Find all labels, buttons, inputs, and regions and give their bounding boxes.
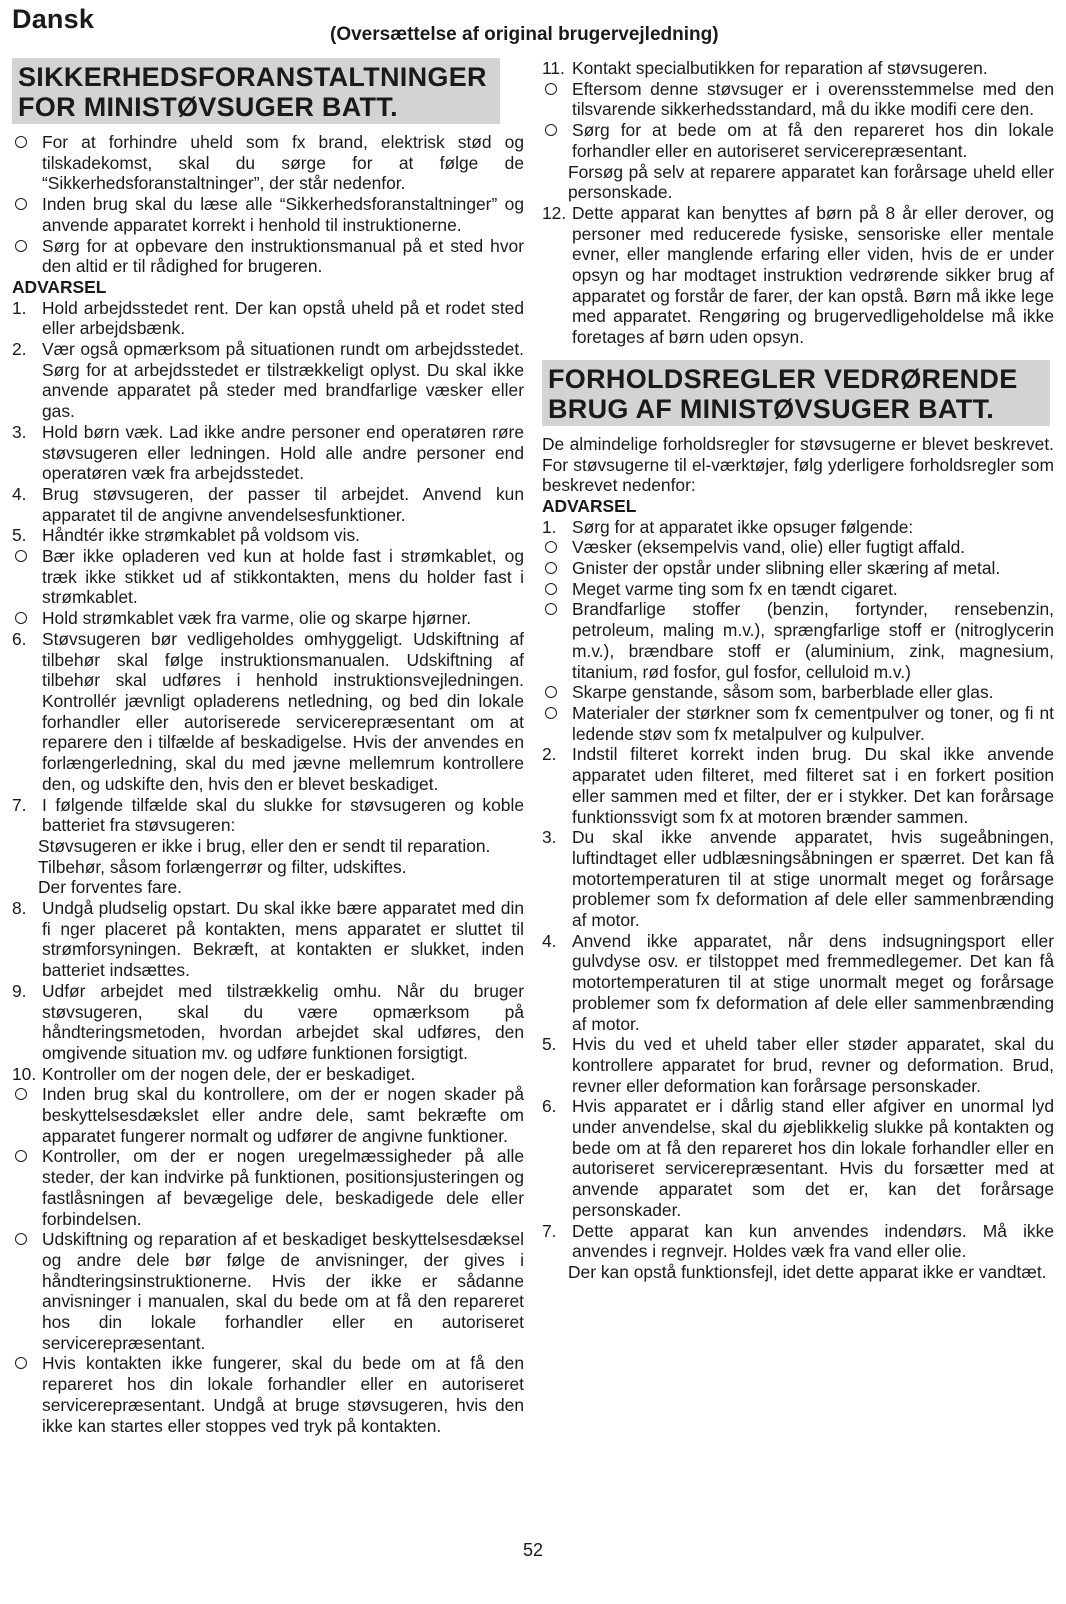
item-text: Du skal ikke anvende apparatet, hvis sugeåbningen, luftindtaget eller udblæsningsåbningen er spærret. Det kan få motortemperaturen til at stige unormalt meget og forårsage problemer som fx deformation af dele eller sammenbrænding af motor. <box>572 827 1054 931</box>
bullet-item: Udskiftning og reparation af et beskadiget beskyttelsesdæksel og andre dele bør følge de anvisninger, der gives i håndteringsinstruktionerne. Hvis der ikke er sådanne anvisninger i manualen, skal du bede om at få den repareret hos din lokale forhandler eller en autoriseret servicerepræsentant. <box>12 1229 524 1353</box>
item-number: 3. <box>12 421 27 442</box>
item-text: Dette apparat kan kun anvendes indendørs. Må ikke anvendes i regnvejr. Holdes væk fra vand eller olie. <box>572 1220 1054 1262</box>
numbered-item <box>12 629 524 795</box>
item-number: 9. <box>12 980 27 1001</box>
item-text: Hold børn væk. Lad ikke andre personer end operatøren røre støvsugeren eller ledningen. Hold alle andre personer end operatøren væk fra arbejdsstedet. <box>42 421 524 484</box>
numbered-item <box>12 422 524 484</box>
item-number: 7. <box>542 1220 557 1241</box>
item-text: Dette apparat kan benyttes af børn på 8 år eller derover, og personer med reducerede fysiske, sensoriske eller mentale evner, eller manglende erfaring eller viden, hvis de er under opsyn og har modtaget instruktion vedrørende sikker brug af apparatet og forstår de farer, der kan opstå. Børn må ikke lege med apparatet. Rengøring og brugervedligeholdelse må ikke foretages af børn uden opsyn. <box>572 202 1054 348</box>
bullet-item: Sørg for at opbevare den instruktionsmanual på et sted hvor den altid er til rådighed for brugeren. <box>12 236 524 277</box>
bullet-item: Inden brug skal du læse alle “Sikkerhedsforanstaltninger” og anvende apparatet korrekt i henhold til instruktionerne. <box>12 194 524 235</box>
indented-text: Forsøg på selv at reparere apparatet kan forårsage uheld eller personskade. <box>568 161 1054 203</box>
paragraph: De almindelige forholdsregler for støvsugerne er blevet beskrevet. For støvsugerne til el-værktøjer, følg yderligere forholdsregler som beskrevet nedenfor: <box>542 433 1054 496</box>
numbered-item <box>12 484 524 525</box>
numbered-item <box>12 525 524 546</box>
item-text: I følgende tilfælde skal du slukke for støvsugeren og koble batteriet fra støvsugeren: <box>42 794 524 836</box>
bullet-item: Hvis kontakten ikke fungerer, skal du bede om at få den repareret hos din lokale forhandler eller en autoriseret servicerepræsentant. Undgå at bruge støvsugeren, hvis den ikke kan startes eller stoppes ved tryk på kontakten. <box>12 1353 524 1436</box>
precautions-heading-line: BRUG AF MINISTØVSUGER BATT. <box>548 393 995 424</box>
indented-text: Tilbehør, såsom forlængerrør og filter, udskiftes. <box>38 856 407 877</box>
safety-heading-line: SIKKERHEDSFORANSTALTNINGER <box>18 62 487 92</box>
warning-label: ADVARSEL <box>12 276 107 297</box>
item-number: 6. <box>12 628 27 649</box>
item-text: Kontroller om der nogen dele, der er beskadiget. <box>42 1063 416 1084</box>
language-label: Dansk <box>12 4 95 34</box>
item-text: Hold arbejdsstedet rent. Der kan opstå uheld på et rodet sted eller arbejdsbænk. <box>42 297 524 339</box>
item-text: Støvsugeren bør vedligeholdes omhyggeligt. Udskiftning af tilbehør skal følge instruktionsmanualen. Udskiftning af tilbehør skal udføres i henhold instruktionsvejledningen. Kontrollér jævnligt opladerens netledning, og bed din lokale forhandler eller autoriserede servicerepræsentant om at reparere den i tilfælde af beskadigelse. Hvis der anvendes en forlængerledning, skal du med jævne mellemrum kontrollere den, og udskifte den, hvis den er blevet beskadiget. <box>42 628 524 794</box>
item-number: 6. <box>542 1096 557 1117</box>
item-text: Hvis apparatet er i dårlig stand eller afgiver en unormal lyd under anvendelse, skal du øjeblikkelig slukke på kontakten og bede om at få den repareret hos din lokale forhandler eller en autoriseret servicerepræsentant. Hvis du forsætter med at anvende apparatet som det er, kan det forårsage personskader. <box>572 1096 1054 1220</box>
bullet-item: Hold strømkablet væk fra varme, olie og skarpe hjørner. <box>12 608 524 629</box>
numbered-item <box>542 1034 1054 1096</box>
left-column <box>12 58 524 1436</box>
bullet-item: Meget varme ting som fx en tændt cigaret. <box>542 579 1054 600</box>
item-number: 8. <box>12 898 27 919</box>
numbered-item <box>542 1221 1054 1262</box>
numbered-item <box>12 298 524 339</box>
item-text: Håndtér ikke strømkablet på voldsom vis. <box>42 525 360 546</box>
page-number: 52 <box>522 1540 544 1560</box>
bullet-item: Inden brug skal du kontrollere, om der er nogen skader på beskyttelsesdækslet eller andre dele, samt bekræfte om apparatet fungerer normalt og udfører de angivne funktioner. <box>12 1084 524 1146</box>
right-column <box>542 58 1054 1283</box>
warning-label: ADVARSEL <box>542 495 637 516</box>
item-number: 2. <box>542 744 557 765</box>
item-number: 12. <box>542 202 567 223</box>
indented-text: Støvsugeren er ikke i brug, eller den er sendt til reparation. <box>38 835 491 856</box>
numbered-item <box>542 517 1054 538</box>
item-text: Kontakt specialbutikken for reparation af støvsugeren. <box>572 58 988 78</box>
item-text: Indstil filteret korrekt inden brug. Du skal ikke anvende apparatet uden filteret, med filteret sat i en forkert position eller sammen med et filter, der er i stykker. Det kan forårsage funktionssvigt som fx at motoren brænder sammen. <box>572 744 1054 827</box>
safety-heading-line: FOR MINISTØVSUGER BATT. <box>18 92 398 122</box>
item-text: Hvis du ved et uheld taber eller støder apparatet, skal du kontrollere apparatet for brud, revner og deformation. Brud, revner eller deformation kan forårsage personskader. <box>572 1034 1054 1096</box>
item-number: 1. <box>12 297 27 318</box>
numbered-item <box>12 981 524 1064</box>
item-number: 10. <box>12 1063 37 1084</box>
bullet-item: Gnister der opstår under slibning eller skæring af metal. <box>542 558 1054 579</box>
numbered-item <box>12 1064 524 1085</box>
bullet-item: Eftersom denne støvsuger er i overensstemmelse med den tilsvarende sikkerhedsstandard, må du ikke modifi cere den. <box>542 79 1054 120</box>
numbered-item <box>542 58 1054 79</box>
bullet-item: Bær ikke opladeren ved kun at holde fast i strømkablet, og træk ikke stikket ud af stikkontakten, mens du holder fast i strømkablet. <box>12 546 524 608</box>
item-number: 1. <box>542 516 557 537</box>
item-text: Udfør arbejdet med tilstrækkelig omhu. Når du bruger støvsugeren, skal du være opmærksom på håndteringsmetoden, hvordan arbejdet skal udføres, den omgivende situation mv. og udføre funktionen forsigtigt. <box>42 980 524 1063</box>
bullet-item: Skarpe genstande, såsom som, barberblade eller glas. <box>542 682 1054 703</box>
precautions-list <box>542 434 1054 1283</box>
item-text: Sørg for at apparatet ikke opsuger følgende: <box>572 516 914 537</box>
item-text: Undgå pludselig opstart. Du skal ikke bære apparatet med din fi nger placeret på kontakten, mens apparatet er sluttet til strømforsyningen. Bekræft, at kontakten er slukket, inden batteriet indsættes. <box>42 898 524 981</box>
item-number: 7. <box>12 794 27 815</box>
numbered-item <box>542 827 1054 931</box>
numbered-item <box>542 203 1054 348</box>
item-number: 5. <box>12 525 27 546</box>
item-number: 11. <box>542 58 565 78</box>
safety-instructions-list <box>12 132 524 1436</box>
safety-instructions-continued <box>542 58 1054 348</box>
item-number: 4. <box>542 930 557 951</box>
bullet-item: Sørg for at bede om at få den repareret hos din lokale forhandler eller en autoriseret servicerepræsentant. <box>542 120 1054 161</box>
indented-text: Der kan opstå funktionsfejl, idet dette apparat ikke er vandtæt. <box>568 1261 1047 1282</box>
document-subtitle: (Oversættelse af original brugervejledning) <box>330 24 719 45</box>
item-text: Anvend ikke apparatet, når dens indsugningsport eller gulvdyse osv. er tilstoppet med fremmedlegemer. Det kan få motortemperaturen til at stige unormalt meget og forårsage problemer som fx deformation af dele eller sammenbrænding af motor. <box>572 930 1054 1034</box>
item-number: 3. <box>542 827 557 848</box>
precautions-heading <box>542 360 1050 426</box>
bullet-item: Væsker (eksempelvis vand, olie) eller fugtigt affald. <box>542 537 1054 558</box>
numbered-item <box>12 795 524 836</box>
numbered-item <box>542 931 1054 1035</box>
indented-text: Der forventes fare. <box>38 877 183 898</box>
item-number: 5. <box>542 1034 557 1055</box>
item-number: 4. <box>12 483 27 504</box>
numbered-item <box>12 898 524 981</box>
item-text: Vær også opmærksom på situationen rundt om arbejdsstedet. Sørg for at arbejdsstedet er tilstrækkeligt oplyst. Du skal ikke anvende apparatet på steder med brandfarlige væsker eller gas. <box>42 339 524 422</box>
bullet-item: Kontroller, om der er nogen uregelmæssigheder på alle steder, der kan indvirke på funktionen, positionsjusteringen og fastlåsningen af bevægelige dele, beskadigede dele eller forbindelsen. <box>12 1146 524 1229</box>
bullet-item: Materialer der størkner som fx cementpulver og toner, og fi nt ledende støv som fx metalpulver og kulpulver. <box>542 703 1054 744</box>
precautions-heading-line: FORHOLDSREGLER VEDRØRENDE <box>548 363 1018 394</box>
item-text: Brug støvsugeren, der passer til arbejdet. Anvend kun apparatet til de angivne anvendelsesfunktioner. <box>42 483 524 525</box>
numbered-item <box>542 1096 1054 1220</box>
safety-heading <box>12 58 500 124</box>
bullet-item: For at forhindre uheld som fx brand, elektrisk stød og tilskadekomst, skal du sørge for at følge de “Sikkerhedsforanstaltninger”, der står nedenfor. <box>12 132 524 194</box>
bullet-item: Brandfarlige stoffer (benzin, fortynder, rensebenzin, petroleum, maling m.v.), sprængfarlige stoff er (nitroglycerin m.v.), brændbare stoff er (aluminium, zink, magnesium, titanium, rød fosfor, gul fosfor, celluloid m.v.) <box>542 599 1054 682</box>
item-number: 2. <box>12 339 27 360</box>
numbered-item <box>12 339 524 422</box>
numbered-item <box>542 744 1054 827</box>
